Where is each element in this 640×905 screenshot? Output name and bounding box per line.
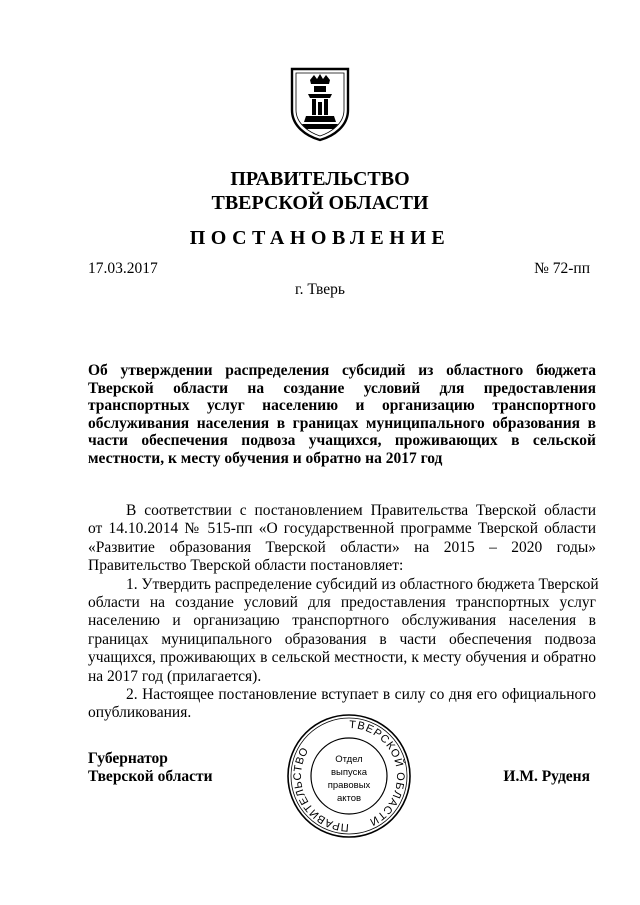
document-body (88, 502, 599, 723)
signer-position-line1: Губернатор (88, 750, 168, 767)
stamp-ring-text: ТВЕРСКОЙ ОБЛАСТИ (348, 718, 407, 829)
body-line: «Развитие образования Тверской области» на 2015 – 2020 годы» (88, 538, 596, 556)
title-line: обслуживания населения в границах муниципального образования в (88, 414, 596, 432)
body-line: Правительство Тверской области постановляет: (88, 557, 404, 575)
stamp-center-line: актов (336, 793, 362, 804)
body-line: 1. Утвердить распределение субсидий из областного бюджета Тверской (126, 575, 599, 593)
body-line: области на создание условий для предоставления транспортных услуг (88, 594, 596, 612)
signer-position-line2: Тверской области (88, 768, 213, 785)
document-city: г. Тверь (295, 281, 345, 298)
body-line: населению и организацию транспортного обслуживания населения в (88, 612, 596, 630)
coat-of-arms-icon (288, 66, 352, 142)
stamp-center-line: Отдел (335, 754, 363, 765)
document-type: ПОСТАНОВЛЕНИЕ (189, 227, 451, 249)
title-line: транспортных услуг населению и организацию транспортного (88, 397, 596, 415)
org-name-line1: ПРАВИТЕЛЬСТВО (230, 168, 410, 190)
title-line: Тверской области на создание условий для предоставления (88, 379, 596, 397)
title-line: Об утверждении распределения субсидий из областного бюджета (88, 362, 596, 379)
body-line: 2. Настоящее постановление вступает в силу со дня его официального (126, 686, 596, 704)
org-name-line2: ТВЕРСКОЙ ОБЛАСТИ (211, 192, 429, 214)
body-line: границах муниципального образования в части обеспечения подвоза (88, 630, 596, 648)
body-line: опубликования. (88, 704, 192, 722)
body-line: учащихся, проживающих в сельской местности, к месту обучения и обратно (88, 649, 596, 667)
body-line: на 2017 год (прилагается). (88, 667, 262, 685)
stamp-ring-text-left: ПРАВИТЕЛЬСТВО (291, 745, 350, 834)
document-date: 17.03.2017 (88, 260, 158, 277)
stamp-center-line: выпуска (330, 767, 368, 778)
official-stamp (285, 712, 413, 840)
body-line: от 14.10.2014 № 515-пп «О государственной программе Тверской области (88, 520, 596, 538)
document-title (88, 362, 596, 468)
stamp-center-line: правовых (327, 780, 371, 791)
title-line: местности, к месту обучения и обратно на 2017 год (88, 449, 443, 467)
body-line: В соответствии с постановлением Правительства Тверской области (126, 502, 596, 519)
signer-name: И.М. Руденя (503, 768, 590, 785)
title-line: части обеспечения подвоза учащихся, проживающих в сельской (88, 432, 596, 450)
document-number: № 72-пп (534, 260, 590, 277)
